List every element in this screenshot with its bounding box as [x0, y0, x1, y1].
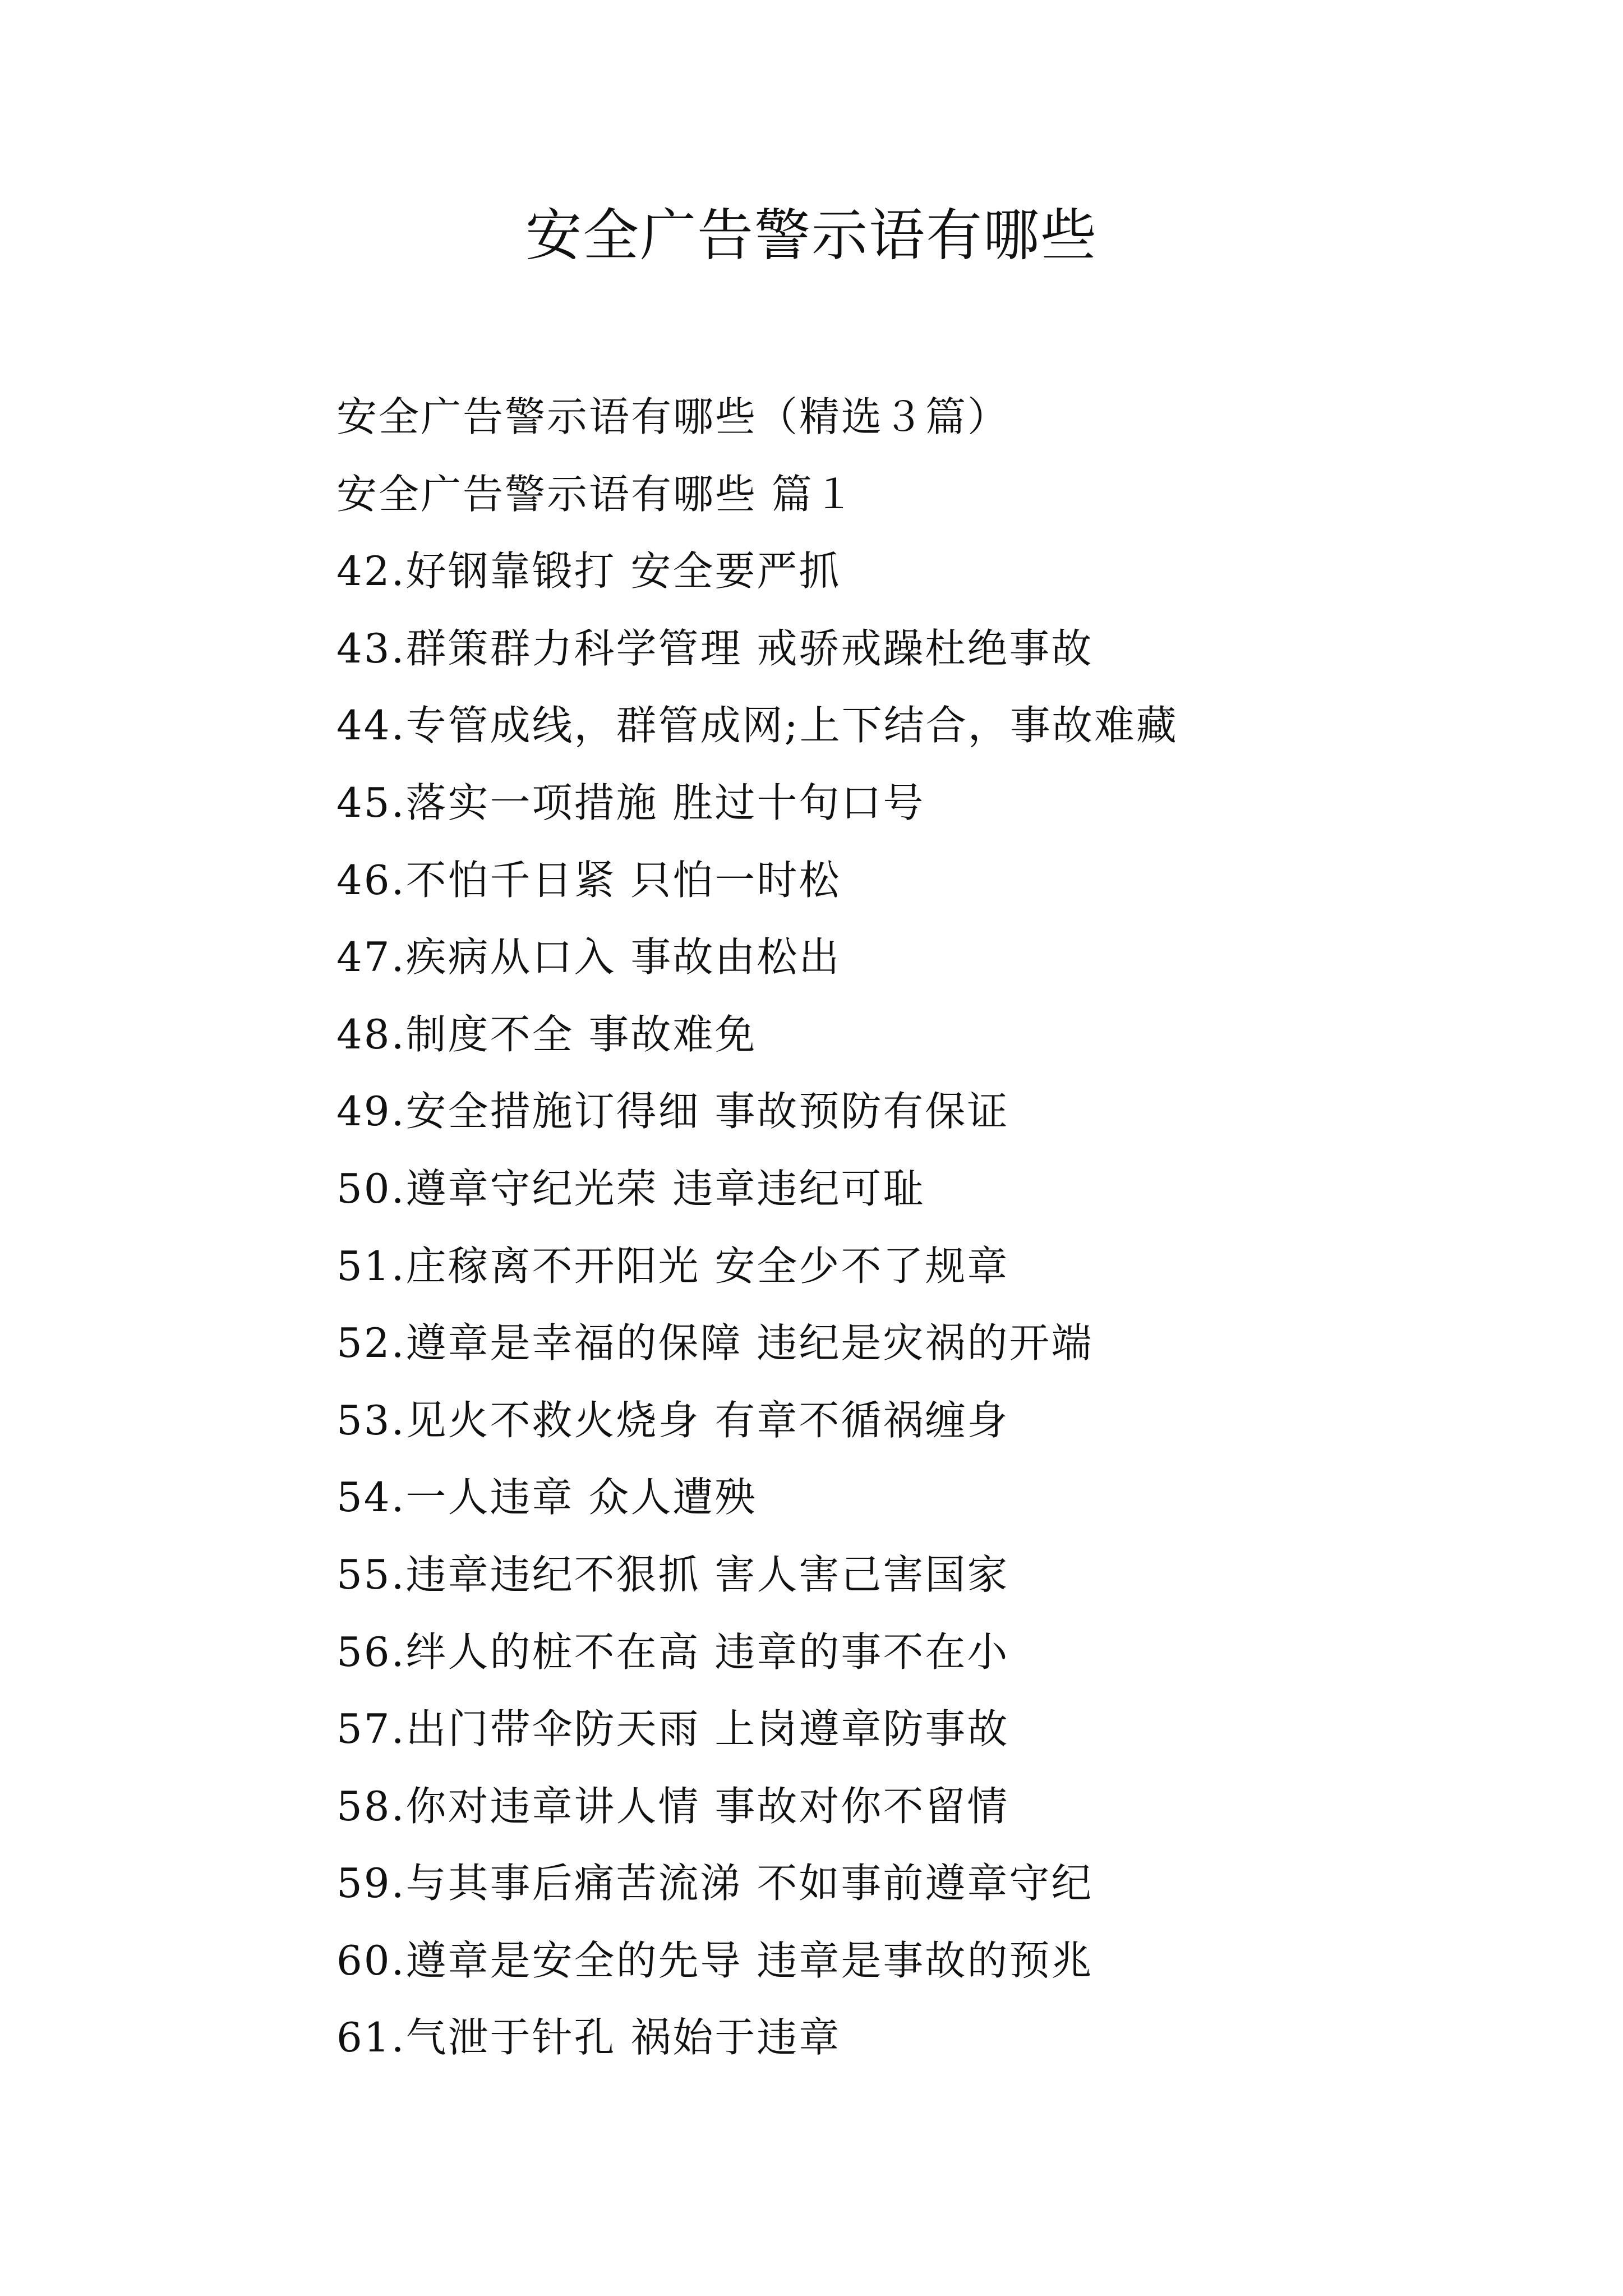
- slogan-item-54: 54.一人违章 众人遭殃: [336, 1474, 757, 1521]
- document-subtitle: 安全广告警示语有哪些（精选３篇）: [336, 393, 1010, 440]
- slogan-item-47: 47.疾病从口入 事故由松出: [336, 933, 841, 981]
- slogan-item-49: 49.安全措施订得细 事故预防有保证: [336, 1088, 1009, 1135]
- slogan-item-50: 50.遵章守纪光荣 违章违纪可耻: [336, 1165, 925, 1212]
- document-body: [336, 379, 1514, 2077]
- slogan-item-56: 56.绊人的桩不在高 违章的事不在小: [336, 1628, 1009, 1676]
- slogan-item-61: 61.气泄于针孔 祸始于违章: [336, 2014, 841, 2062]
- slogan-item-44: 44.专管成线，群管成网;上下结合，事故难藏: [336, 702, 1178, 749]
- slogan-item-45: 45.落实一项措施 胜过十句口号: [336, 779, 925, 826]
- slogan-item-53: 53.见火不救火烧身 有章不循祸缠身: [336, 1396, 1009, 1444]
- slogan-item-51: 51.庄稼离不开阳光 安全少不了规章: [336, 1242, 1009, 1290]
- slogan-item-43: 43.群策群力科学管理 戒骄戒躁杜绝事故: [336, 624, 1094, 672]
- slogan-item-52: 52.遵章是幸福的保障 违纪是灾祸的开端: [336, 1319, 1094, 1367]
- section-heading: 安全广告警示语有哪些 篇１: [336, 470, 856, 518]
- slogan-item-42: 42.好钢靠锻打 安全要严抓: [336, 547, 841, 595]
- slogan-item-46: 46.不怕千日紧 只怕一时松: [336, 856, 841, 904]
- slogan-item-48: 48.制度不全 事故难免: [336, 1010, 757, 1058]
- slogan-item-58: 58.你对违章讲人情 事故对你不留情: [336, 1782, 1009, 1830]
- slogan-item-60: 60.遵章是安全的先导 违章是事故的预兆: [336, 1936, 1094, 1984]
- slogan-item-55: 55.违章违纪不狠抓 害人害己害国家: [336, 1550, 1009, 1598]
- slogan-item-57: 57.出门带伞防天雨 上岗遵章防事故: [336, 1705, 1009, 1753]
- slogan-item-59: 59.与其事后痛苦流涕 不如事前遵章守纪: [336, 1860, 1094, 1907]
- document-title: 安全广告警示语有哪些: [525, 203, 1098, 268]
